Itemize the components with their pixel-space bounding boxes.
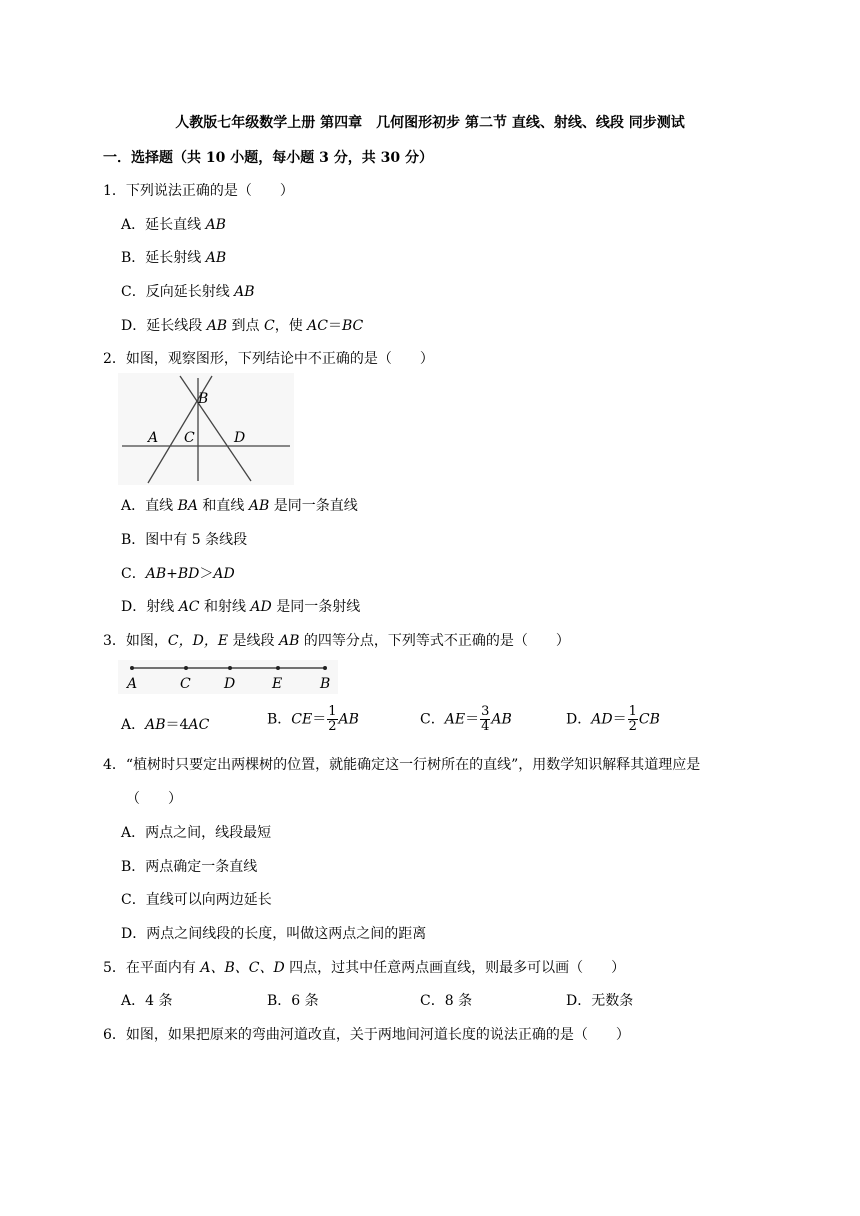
q2-option-c-expr: AB+BD xyxy=(145,566,200,582)
q4-option-d: D．两点之间线段的长度，叫做这两点之间的距离 xyxy=(121,926,427,942)
q2-figure-bg xyxy=(118,373,294,485)
q3-option-c xyxy=(420,705,512,734)
q5-option-c: C．8 条 xyxy=(420,993,473,1009)
q3-option-d-fraction xyxy=(628,705,638,734)
q3-option-c-fraction xyxy=(480,705,490,734)
q3-option-a xyxy=(121,714,209,734)
q2-label-b: B xyxy=(198,391,209,407)
q3-option-a-right: AC xyxy=(188,717,210,733)
q2-option-a-var2: AB xyxy=(248,498,270,514)
q3-point-c xyxy=(184,666,188,670)
q1-option-c-var: AB xyxy=(234,284,255,300)
q1-option-d-var2: C xyxy=(264,318,275,334)
q3-option-c-prefix: C． xyxy=(420,711,445,728)
q3-option-c-denominator: 4 xyxy=(481,719,490,734)
q4-option-a: A．两点之间，线段最短 xyxy=(121,825,272,841)
q5-stem-vars: A、B、C、D xyxy=(200,960,285,976)
q5-option-d: D．无数条 xyxy=(566,993,634,1009)
q1-option-b-text: B．延长射线 xyxy=(121,250,206,266)
q5-stem xyxy=(103,957,625,977)
q3-stem-vars: C，D，E xyxy=(167,633,229,649)
q2-label-a: A xyxy=(148,430,159,446)
q2-option-d-var1: AC xyxy=(178,599,200,615)
q3-option-b-left: CE xyxy=(291,711,313,728)
q1-stem: 1．下列说法正确的是（ ） xyxy=(103,183,294,199)
q3-point-d xyxy=(228,666,232,670)
q3-label-e: E xyxy=(272,676,283,692)
q3-option-b xyxy=(267,705,359,734)
q2-option-d-text3: 是同一条射线 xyxy=(271,599,361,615)
q1-option-c-text: C．反向延长射线 xyxy=(121,284,235,300)
q3-label-c: C xyxy=(180,676,191,692)
q4-stem-parens: （ ） xyxy=(126,791,182,807)
q1-option-d-eq: ＝ xyxy=(328,318,342,334)
q1-option-c xyxy=(121,281,255,301)
q3-option-d-left: AD xyxy=(591,711,613,728)
q2-option-a-var1: BA xyxy=(177,498,198,514)
q3-point-a xyxy=(130,666,134,670)
q3-option-d-prefix: D． xyxy=(566,711,592,728)
q3-stem xyxy=(103,630,570,650)
q5-stem-text1: 5．在平面内有 xyxy=(103,960,201,976)
q2-option-c-text: C． xyxy=(121,566,146,582)
q3-stem-text2: 是线段 xyxy=(228,633,279,649)
q3-option-c-numerator: 3 xyxy=(481,704,490,719)
q3-stem-text1: 3．如图， xyxy=(103,633,168,649)
q4-option-b: B．两点确定一条直线 xyxy=(121,859,258,875)
q3-option-a-left: AB xyxy=(145,717,166,733)
q3-stem-text3: 的四等分点，下列等式不正确的是（ ） xyxy=(299,633,570,649)
q3-label-a: A xyxy=(127,676,138,692)
q3-option-d-eq: ＝ xyxy=(612,711,627,728)
q2-option-a-text3: 是同一条直线 xyxy=(269,498,358,514)
q1-option-d-text2: 到点 xyxy=(227,318,264,334)
q1-option-d-var4: BC xyxy=(342,318,364,334)
q2-stem: 2．如图，观察图形，下列结论中不正确的是（ ） xyxy=(103,351,434,367)
q3-figure xyxy=(118,660,338,694)
q5-option-a: A．4 条 xyxy=(121,993,173,1009)
q2-option-d-text1: D．射线 xyxy=(121,599,179,615)
q5-option-b: B．6 条 xyxy=(267,993,319,1009)
q2-option-b: B．图中有 5 条线段 xyxy=(121,532,248,548)
q3-option-b-right: AB xyxy=(338,711,359,728)
q3-option-d-right: CB xyxy=(638,711,660,728)
q1-option-d-var3: AC xyxy=(307,318,328,334)
q3-point-e xyxy=(276,666,280,670)
q3-option-b-prefix: B． xyxy=(267,711,292,728)
q2-option-d xyxy=(121,596,360,616)
q3-option-c-left: AE xyxy=(444,711,466,728)
q2-figure xyxy=(118,373,294,485)
q2-option-d-text2: 和射线 xyxy=(199,599,251,615)
q2-option-a-text1: A．直线 xyxy=(121,498,178,514)
q3-label-d: D xyxy=(224,676,236,692)
q1-option-a xyxy=(121,214,226,234)
q3-option-b-fraction xyxy=(327,705,337,734)
q2-option-c xyxy=(121,563,235,583)
q2-label-d: D xyxy=(234,430,246,446)
q2-option-c-gt: ＞ xyxy=(199,566,214,582)
q3-option-d xyxy=(566,705,660,734)
q3-option-b-eq: ＝ xyxy=(312,711,327,728)
q2-label-c: C xyxy=(184,430,195,446)
page-title: 人教版七年级数学上册 第四章 几何图形初步 第二节 直线、射线、线段 同步测试 xyxy=(175,115,685,131)
q2-option-d-var2: AD xyxy=(250,599,272,615)
q1-option-d-text: D．延长线段 xyxy=(121,318,207,334)
q3-stem-var2: AB xyxy=(278,633,300,649)
q1-option-a-var: AB xyxy=(205,217,226,233)
q3-option-c-eq: ＝ xyxy=(465,711,480,728)
q3-option-d-denominator: 2 xyxy=(628,719,637,734)
q3-option-b-denominator: 2 xyxy=(328,719,337,734)
q3-option-b-numerator: 1 xyxy=(328,704,337,719)
q2-option-a xyxy=(121,495,358,515)
q3-label-b: B xyxy=(320,676,331,692)
q3-point-b xyxy=(323,666,327,670)
q1-option-d-var1: AB xyxy=(206,318,228,334)
q2-option-a-text2: 和直线 xyxy=(197,498,249,514)
q4-option-c: C．直线可以向两边延长 xyxy=(121,892,272,908)
q3-option-d-numerator: 1 xyxy=(628,704,637,719)
q4-stem: 4．“植树时只要定出两棵树的位置，就能确定这一行树所在的直线”，用数学知识解释其道理应是 xyxy=(103,757,701,773)
q1-option-d-text3: ，使 xyxy=(274,318,308,334)
q1-option-b-var: AB xyxy=(205,250,227,266)
q3-option-a-prefix: A． xyxy=(121,717,146,733)
q6-stem: 6．如图，如果把原来的弯曲河道改直，关于两地间河道长度的说法正确的是（ ） xyxy=(103,1027,630,1043)
q2-option-c-var: AD xyxy=(213,566,235,582)
q3-option-c-right: AB xyxy=(491,711,512,728)
section-heading: 一．选择题（共 10 小题，每小题 3 分，共 30 分） xyxy=(103,150,433,166)
q1-option-d xyxy=(121,315,363,335)
q3-option-a-eq: ＝4 xyxy=(165,717,189,733)
q1-option-b xyxy=(121,247,226,267)
q1-option-a-text: A．延长直线 xyxy=(121,217,206,233)
q5-stem-text2: 四点，过其中任意两点画直线，则最多可以画（ ） xyxy=(284,960,626,976)
